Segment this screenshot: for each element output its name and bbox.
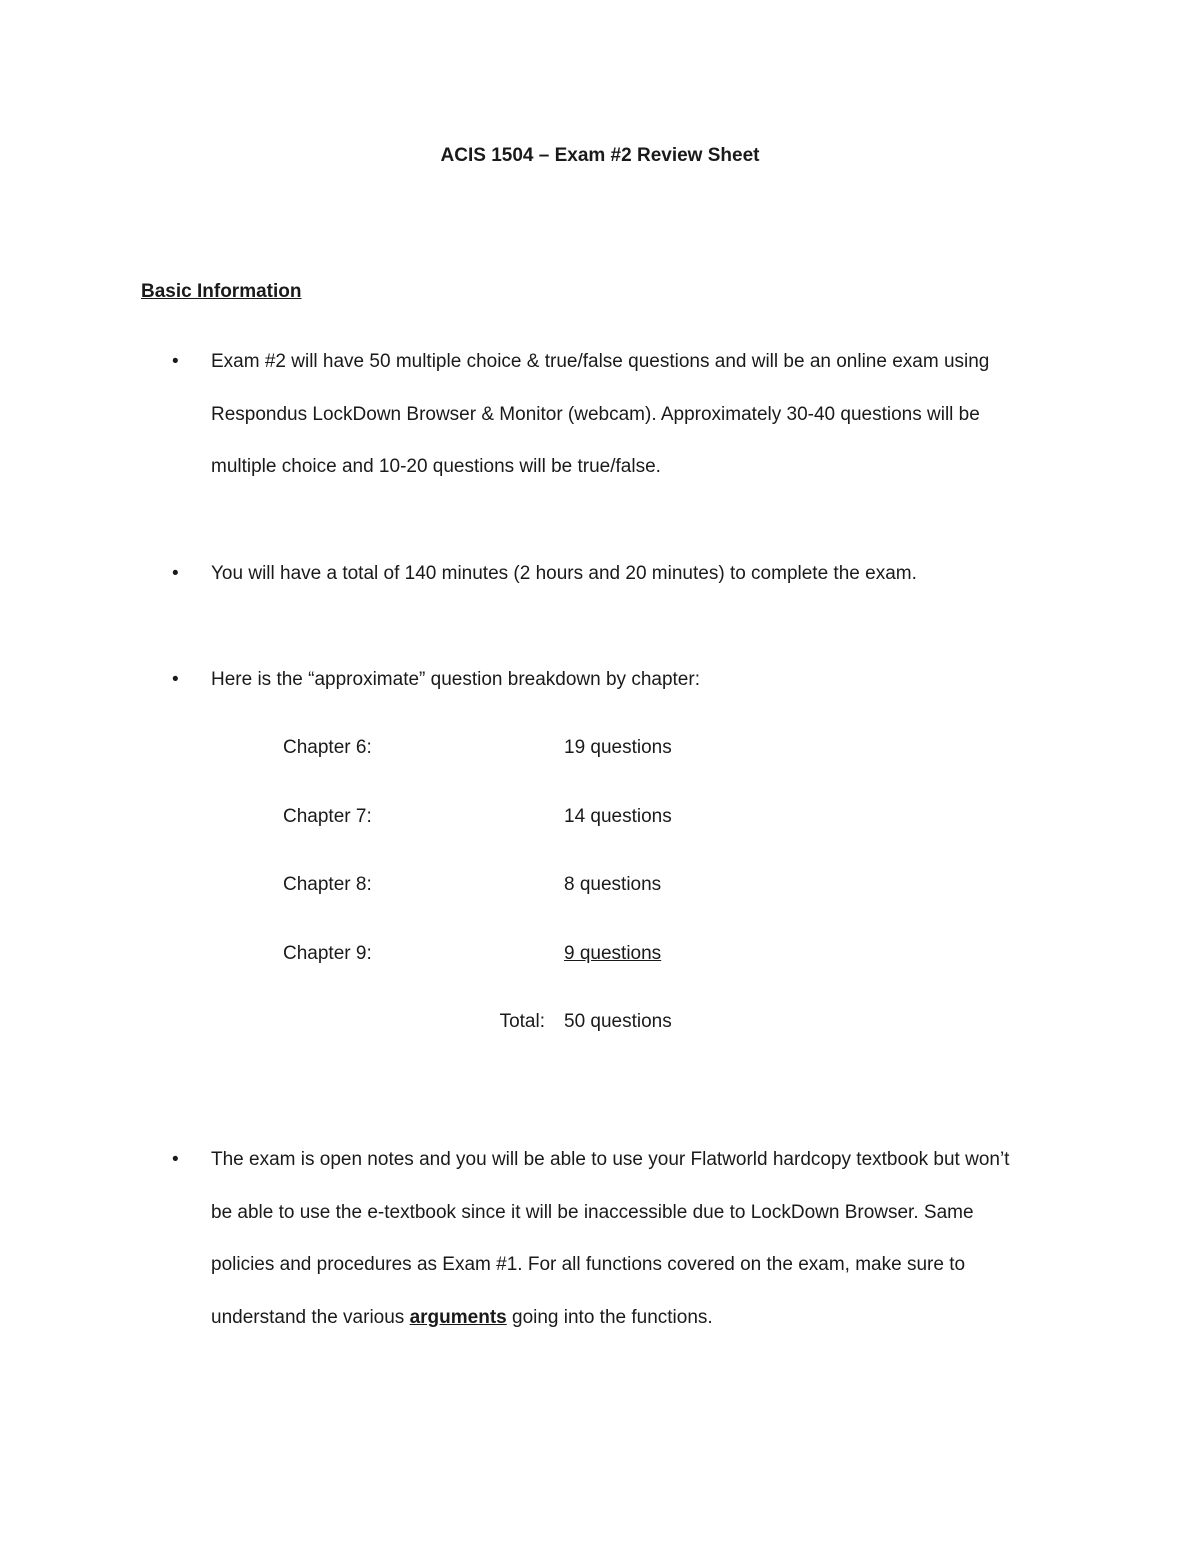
- bullet-paragraph-time-limit: [211, 548, 1071, 601]
- paragraph-line: be able to use the e-textbook since it will be inaccessible due to LockDown Browser. Same: [211, 1201, 974, 1223]
- paragraph-line: policies and procedures as Exam #1. For all functions covered on the exam, make sure to: [211, 1254, 966, 1275]
- emphasized-word-arguments: arguments: [409, 1306, 507, 1328]
- section-heading-basic-information: Basic Information: [141, 281, 302, 302]
- paragraph-line: Exam #2 will have 50 multiple choice & true/false questions and will be an online exam using: [211, 351, 990, 372]
- bullet-icon: •: [172, 1149, 179, 1170]
- paragraph-line: Respondus LockDown Browser & Monitor (webcam). Approximately 30-40 questions will be: [211, 403, 980, 425]
- bullet-icon: •: [172, 351, 179, 372]
- chapter-label: Chapter 6:: [283, 737, 372, 758]
- paragraph-text: going into the functions.: [506, 1306, 713, 1328]
- total-question-count: 50 questions: [564, 1011, 672, 1032]
- bullet-paragraph-exam-format: [211, 336, 1071, 494]
- document-title: ACIS 1504 – Exam #2 Review Sheet: [440, 145, 760, 166]
- paragraph-line: The exam is open notes and you will be able to use your Flatworld hardcopy textbook but won’t: [211, 1149, 1010, 1170]
- chapter-question-count: 9 questions: [564, 943, 662, 964]
- bullet-paragraph-breakdown-intro: [211, 654, 1071, 707]
- paragraph-line: [211, 1292, 1071, 1345]
- bullet-icon: •: [172, 563, 179, 584]
- chapter-question-count: 8 questions: [564, 874, 662, 895]
- paragraph-line: multiple choice and 10-20 questions will be true/false.: [211, 456, 661, 477]
- paragraph-line: You will have a total of 140 minutes (2 hours and 20 minutes) to complete the exam.: [211, 563, 917, 584]
- paragraph-line: Here is the “approximate” question breakdown by chapter:: [211, 669, 700, 690]
- total-label: Total:: [499, 1011, 545, 1032]
- bullet-paragraph-exam-policies: [211, 1134, 1071, 1344]
- chapter-question-count: 14 questions: [564, 806, 672, 827]
- bullet-icon: •: [172, 669, 179, 690]
- paragraph-text: understand the various: [211, 1306, 410, 1328]
- chapter-label: Chapter 7:: [283, 806, 372, 827]
- chapter-question-count: 19 questions: [564, 737, 672, 758]
- chapter-label: Chapter 9:: [283, 943, 372, 964]
- chapter-label: Chapter 8:: [283, 874, 372, 895]
